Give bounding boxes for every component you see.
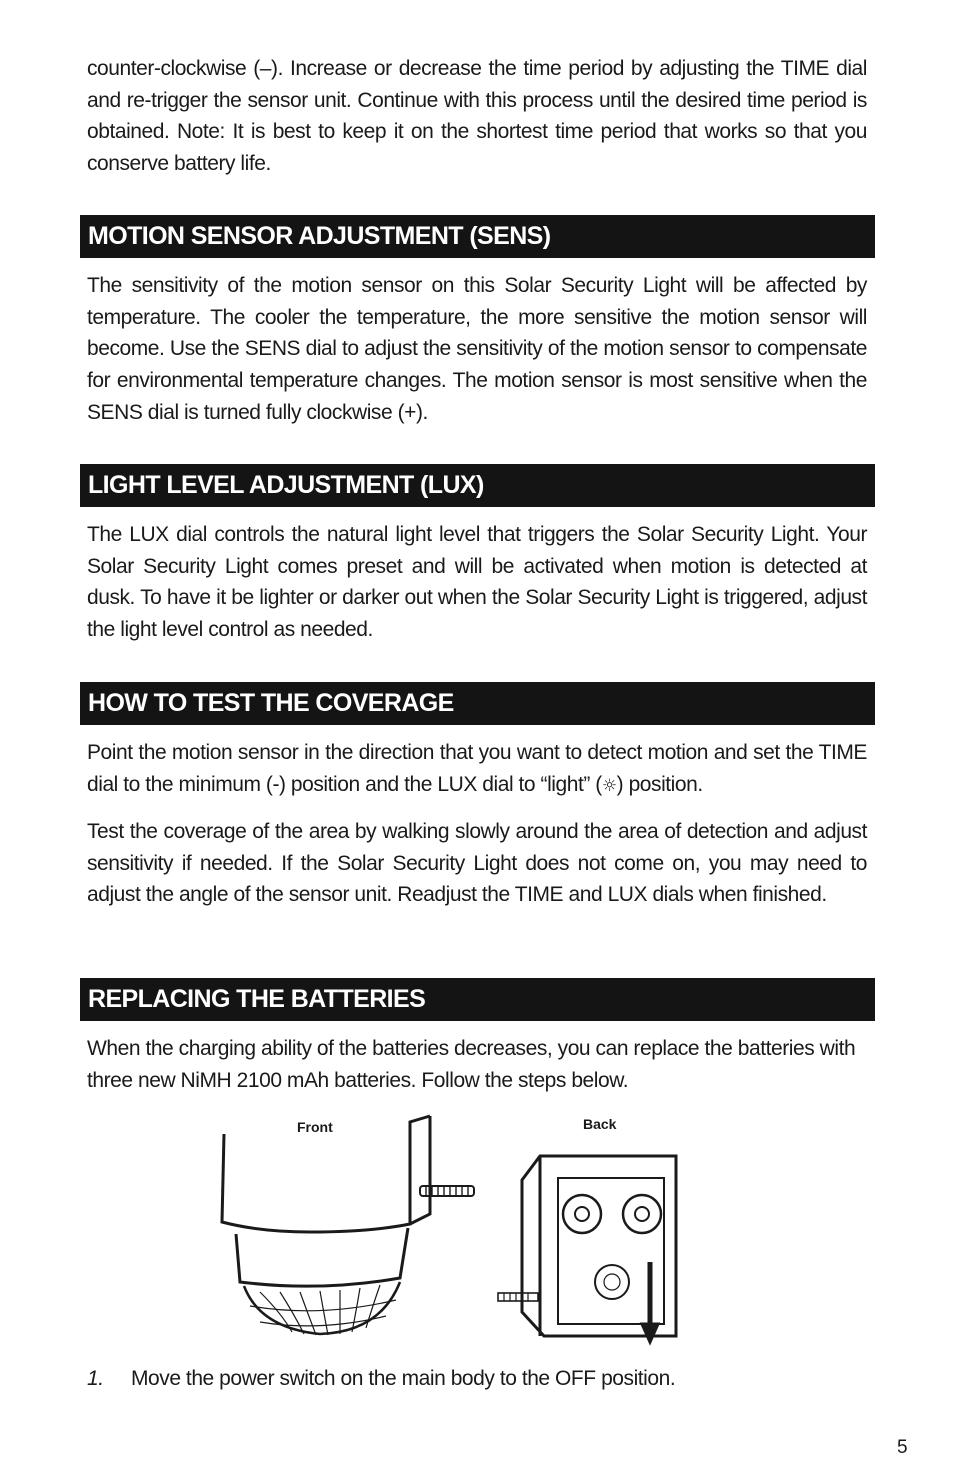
intro-paragraph: counter-clockwise (–). Increase or decrease the time period by adjusting the TIME dial and re-trigger the sensor unit. Continue with this process until the desired time period is obtained. Note: It is best to keep it on the shortest time period that works so that you conserve battery life. <box>87 57 867 176</box>
section-heading-lux: LIGHT LEVEL ADJUSTMENT (LUX) <box>80 464 875 507</box>
battery-diagram <box>200 1110 700 1350</box>
sun-icon: ☼ <box>601 775 617 796</box>
front-unit-drawing <box>222 1116 474 1335</box>
section-heading-coverage: HOW TO TEST THE COVERAGE <box>80 682 875 725</box>
front-label: Front <box>297 1119 333 1135</box>
section-heading-batteries: REPLACING THE BATTERIES <box>80 978 875 1021</box>
coverage-paragraph-2: Test the coverage of the area by walking slowly around the area of detection and adjust sensitivity if needed. If the Solar Security Light does not come on, you may need to adjust the angle of the sensor unit. Readjust the TIME and LUX dials when finished. <box>87 820 867 907</box>
coverage-text-after-symbol: ) position. <box>616 772 703 796</box>
back-unit-drawing <box>498 1156 676 1342</box>
section-heading-sens: MOTION SENSOR ADJUSTMENT (SENS) <box>80 215 875 258</box>
step-number: 1. <box>87 1367 104 1390</box>
lux-paragraph: The LUX dial controls the natural light level that triggers the Solar Security Light. Your Solar Security Light comes preset and will be activated when motion is detected at dusk. To have it be lighter or darker out when the Solar Security Light is triggered, adjust the light level control as needed. <box>87 523 867 642</box>
coverage-paragraph-1 <box>87 737 867 802</box>
sens-paragraph: The sensitivity of the motion sensor on this Solar Security Light will be affected by temperature. The cooler the temperature, the more sensitive the motion sensor will become. Use the SENS dial to adjust the sensitivity of the motion sensor to compensate for environmental temperature changes. The motion sensor is most sensitive when the SENS dial is turned fully clockwise (+). <box>87 274 867 424</box>
back-label: Back <box>583 1116 617 1132</box>
battery-figure <box>200 1110 700 1350</box>
batteries-paragraph: When the charging ability of the batteries decreases, you can replace the batteries with three new NiMH 2100 mAh batteries. Follow the steps below. <box>87 1037 856 1092</box>
page-number: 5 <box>897 1437 908 1458</box>
step-text: Move the power switch on the main body to the OFF position. <box>131 1367 676 1390</box>
coverage-text-before-symbol: Point the motion sensor in the direction that you want to detect motion and set the TIME dial to the minimum (-) position and the LUX dial to “light” ( <box>87 741 867 796</box>
